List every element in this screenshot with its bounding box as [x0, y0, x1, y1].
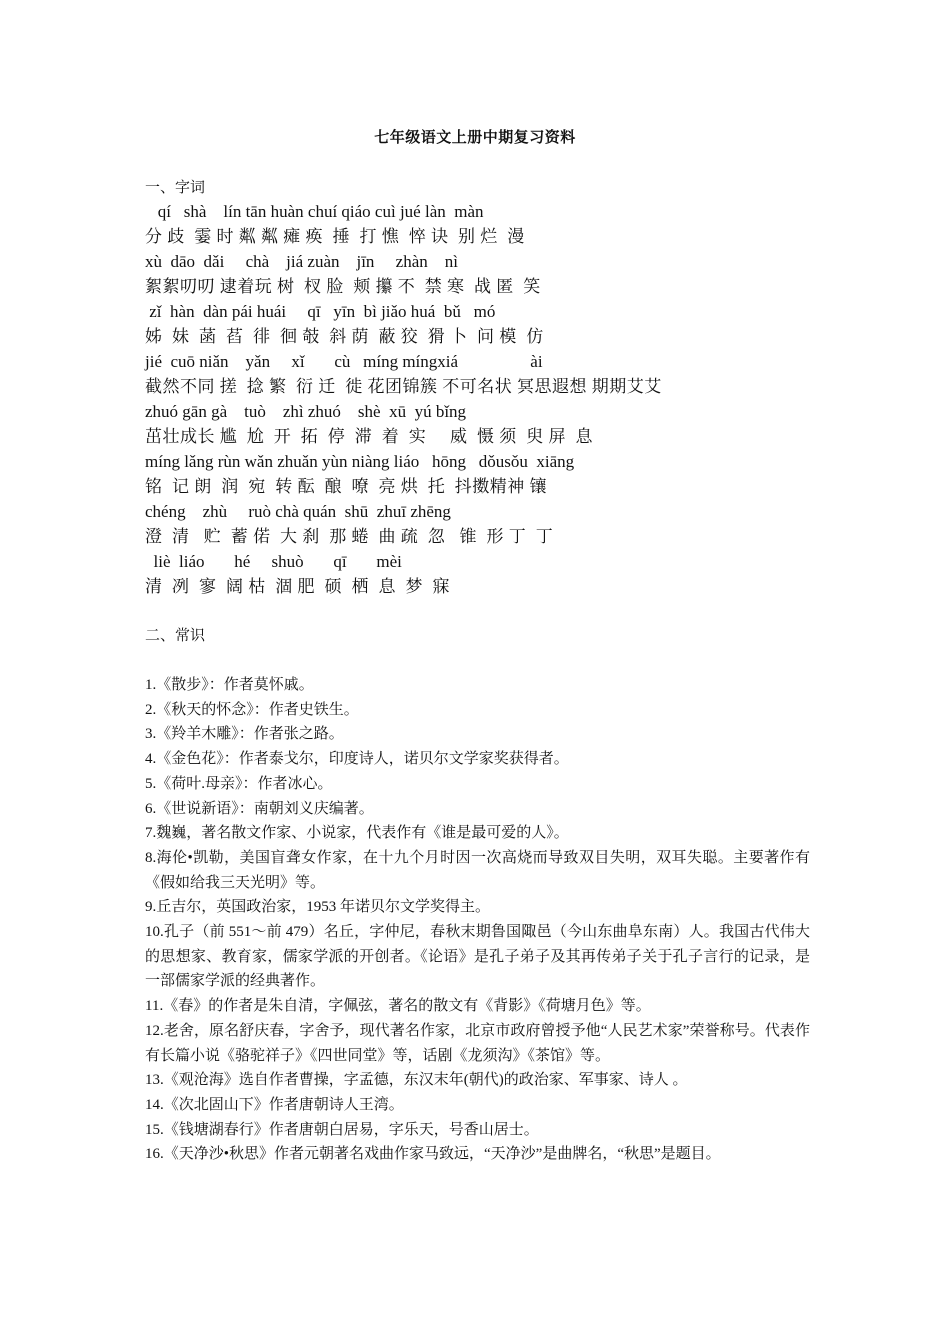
hanzi-line: 清 冽 寥 阔 枯 涸 肥 硕 栖 息 梦 寐	[145, 577, 450, 596]
page-title: 七年级语文上册中期复习资料	[374, 130, 576, 146]
knowledge-item: 10.孔子（前 551～前 479）名丘，字仲尼，春秋末期鲁国陬邑（今山东曲阜东南）人。我国古代伟大的思想家、教育家，儒家学派的开创者。《论语》是孔子弟子及其再传弟子关于孔子言行的记录，是一部儒家学派的经典著作。	[145, 924, 810, 990]
knowledge-item: 15.《钱塘湖春行》作者唐朝白居易，字乐天，号香山居士。	[145, 1121, 539, 1138]
knowledge-item: 6.《世说新语》：南朝刘义庆编著。	[145, 800, 374, 817]
hanzi-line: 截然不同 搓 捻 繁 衍 迁 徙 花团锦簇 不可名状 冥思遐想 期期艾艾	[145, 377, 662, 396]
hanzi-line: 姊 妹 菡 萏 徘 徊 攲 斜 荫 蔽 狡 猾 卜 问 模 仿	[145, 327, 544, 346]
hanzi-line: 澄 清 贮 蓄 偌 大 刹 那 蜷 曲 疏 忽 锥 形 丁 丁	[145, 527, 554, 546]
knowledge-item: 11.《春》的作者是朱自清，字佩弦，著名的散文有《背影》《荷塘月色》等。	[145, 998, 651, 1015]
pinyin-line: xù dāo dǎi chà jiá zuàn jīn zhàn nì	[145, 252, 458, 271]
pinyin-line: qí shà lín tān huàn chuí qiáo cuì jué làn màn	[145, 202, 484, 221]
pinyin-line: jié cuō niǎn yǎn xǐ cù míng míngxiá ài	[145, 352, 543, 371]
hanzi-line: 铭 记 朗 润 宛 转 酝 酿 嘹 亮 烘 托 抖擞精神 镶	[145, 477, 547, 496]
knowledge-item: 1.《散步》：作者莫怀戚。	[145, 677, 314, 693]
hanzi-line: 茁壮成长 尴 尬 开 拓 停 滞 着 实 威 慑 须 臾 屏 息	[145, 427, 593, 446]
vocabulary-block	[145, 199, 825, 599]
knowledge-item: 7.魏巍，著名散文作家、小说家，代表作有《谁是最可爱的人》。	[145, 825, 569, 842]
knowledge-list	[145, 673, 810, 1167]
knowledge-item: 5.《荷叶.母亲》：作者冰心。	[145, 775, 333, 792]
pinyin-line: zhuó gān gà tuò zhì zhuó shè xū yú bǐng	[145, 402, 467, 421]
knowledge-item: 13.《观沧海》选自作者曹操，字孟德，东汉末年(朝代)的政治家、军事家、诗人 。	[145, 1072, 688, 1089]
knowledge-item: 16.《天净沙•秋思》作者元朝著名戏曲作家马致远，“天净沙”是曲牌名，“秋思”是题目。	[145, 1146, 721, 1163]
section-heading-knowledge: 二、常识	[145, 628, 206, 644]
pinyin-line: míng lǎng rùn wǎn zhuǎn yùn niàng liáo hōng dǒusǒu xiāng	[145, 452, 575, 471]
pinyin-line: zǐ hàn dàn pái huái qī yīn bì jiǎo huá bǔ mó	[145, 302, 496, 321]
knowledge-item: 3.《羚羊木雕》：作者张之路。	[145, 726, 344, 743]
pinyin-line: chéng zhù ruò chà quán shū zhuī zhēng	[145, 502, 451, 521]
knowledge-item: 2.《秋天的怀念》：作者史铁生。	[145, 701, 359, 718]
hanzi-line: 絮絮叨叨 逮着玩 树 杈 脸 颊 攥 不 禁 寒 战 匿 笑	[145, 277, 541, 296]
hanzi-line: 分 歧 霎 时 粼 粼 瘫 痪 捶 打 憔 悴 诀 别 烂 漫	[145, 227, 525, 246]
section-heading-vocabulary: 一、字词	[145, 180, 206, 196]
knowledge-item: 8.海伦•凯勒，美国盲聋女作家，在十九个月时因一次高烧而导致双目失明，双耳失聪。主要著作有《假如给我三天光明》等。	[145, 849, 810, 891]
knowledge-item: 4.《金色花》：作者泰戈尔，印度诗人，诺贝尔文学家奖获得者。	[145, 751, 569, 768]
knowledge-item: 9.丘吉尔，英国政治家，1953 年诺贝尔文学奖得主。	[145, 899, 491, 916]
knowledge-item: 14.《次北固山下》作者唐朝诗人王湾。	[145, 1096, 404, 1113]
knowledge-item: 12.老舍，原名舒庆春，字舍予，现代著名作家，北京市政府曾授予他“人民艺术家”荣誉称号。代表作有长篇小说《骆驼祥子》《四世同堂》等，话剧《龙须沟》《茶馆》等。	[145, 1022, 810, 1064]
pinyin-line: liè liáo hé shuò qī mèi	[145, 552, 402, 571]
